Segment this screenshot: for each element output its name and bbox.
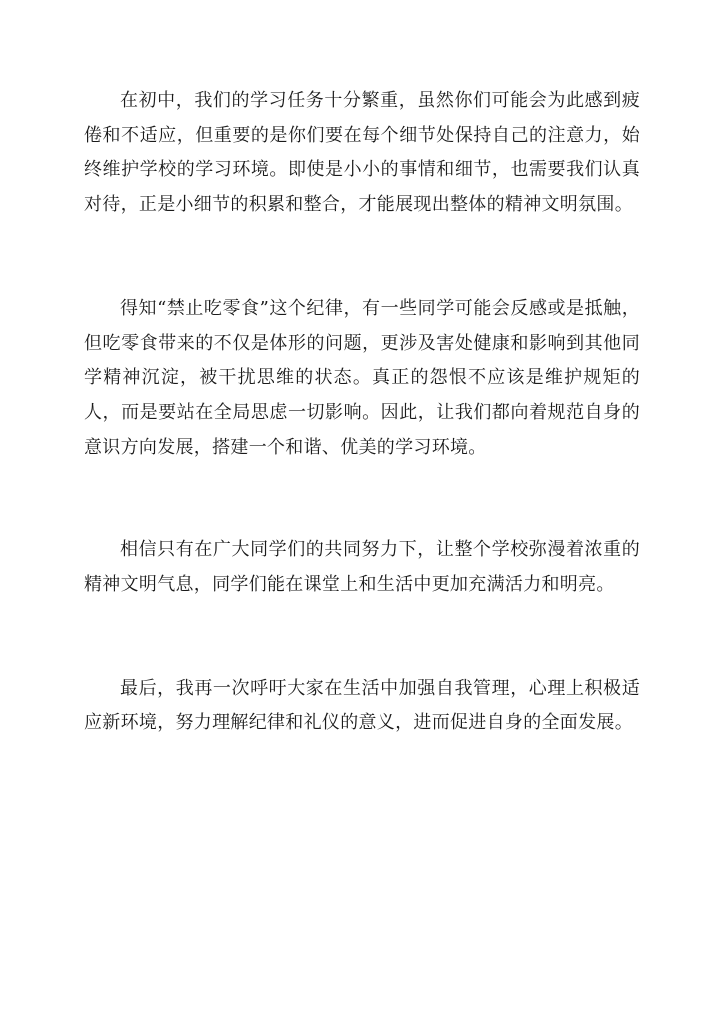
paragraph-4: 最后，我再一次呼吁大家在生活中加强自我管理，心理上积极适应新环境，努力理解纪律和礼仪的意义，进而促进自身的全面发展。 [84, 677, 640, 734]
paragraph-2: 得知“禁止吃零食”这个纪律，有一些同学可能会反感或是抵触，但吃零食带来的不仅是体形的问题，更涉及害处健康和影响到其他同学精神沉淀，被干扰思维的状态。真正的怨恨不应该是维护规矩的人，而是要站在全局思虑一切影响。因此，让我们都向着规范自身的意识方向发展，搭建一个和谐、优美的学习环境。 [84, 297, 640, 458]
document-body [84, 84, 640, 741]
paragraph-3: 相信只有在广大同学们的共同努力下，让整个学校弥漫着浓重的精神文明气息，同学们能在课堂上和生活中更加充满活力和明亮。 [84, 539, 640, 596]
paragraph-1: 在初中，我们的学习任务十分繁重，虽然你们可能会为此感到疲倦和不适应，但重要的是你们要在每个细节处保持自己的注意力，始终维护学校的学习环境。即使是小小的事情和细节，也需要我们认真对待，正是小细节的积累和整合，才能展现出整体的精神文明氛围。 [84, 90, 640, 216]
